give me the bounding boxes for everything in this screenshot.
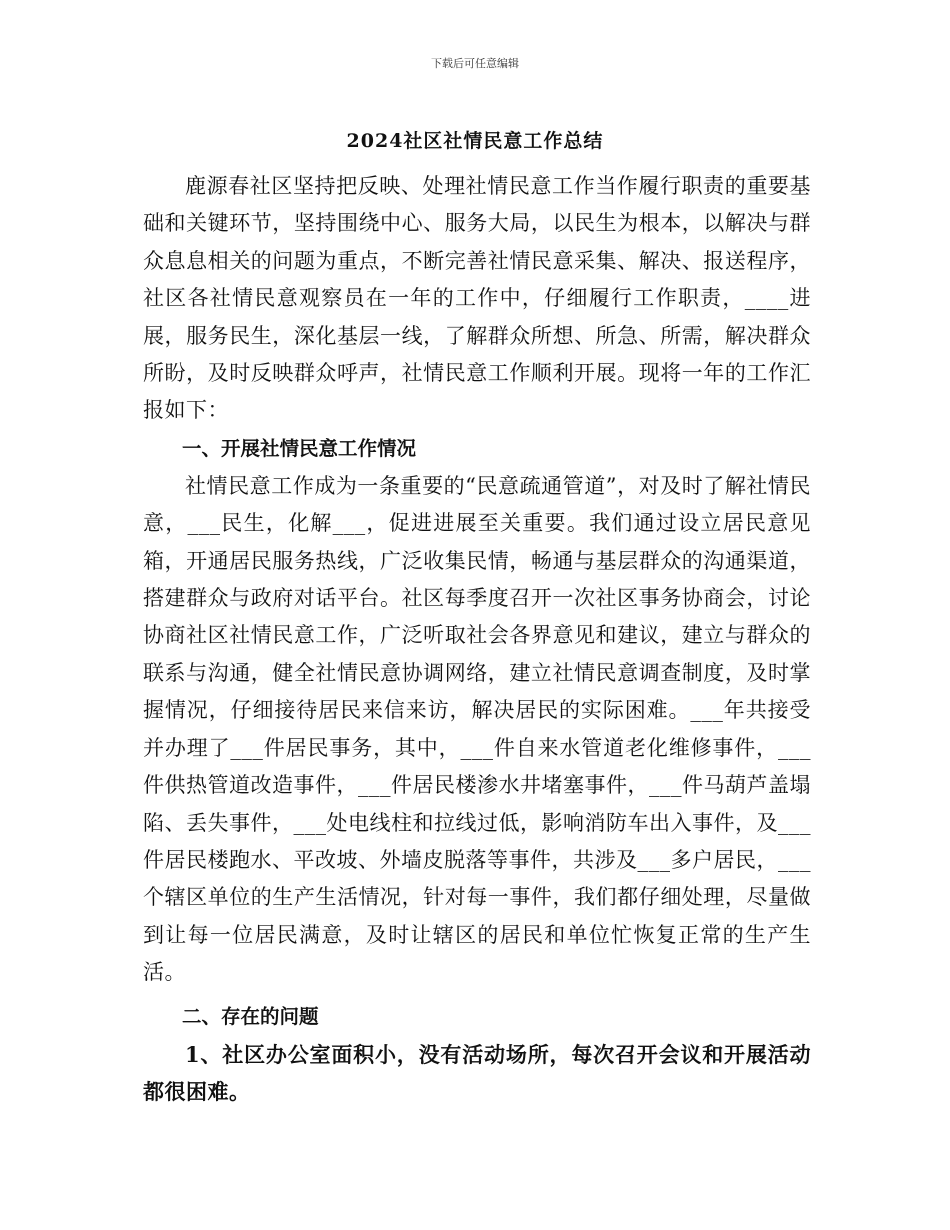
section1-paragraph: 社情民意工作成为一条重要的“民意疏通管道”，对及时了解社情民意，___民生，化解___，促进进展至关重要。我们通过设立居民意见箱，开通居民服务热线，广泛收集民情，畅通与基层群众的沟通渠道，搭建群众与政府对话平台。社区每季度召开一次社区事务协商会，讨论协商社区社情民意工作，广泛听取社会各界意见和建议，建立与群众的联系与沟通，健全社情民意协调网络，建立社情民意调查制度，及时掌握情况，仔细接待居民来信来访，解决居民的实际困难。___年共接受并办理了___件居民事务，其中，___件自来水管道老化维修事件，___件供热管道改造事件，___件居民楼渗水井堵塞事件，___件马葫芦盖塌陷、丢失事件，___处电线柱和拉线过低，影响消防车出入事件，及___件居民楼跑水、平改坡、外墙皮脱落等事件，共涉及___多户居民，___个辖区单位的生产生活情况，针对每一事件，我们都仔细处理，尽量做到让每一位居民满意，及时让辖区的居民和单位忙恢复正常的生产生活。 — [143, 473, 811, 985]
document-body — [143, 168, 811, 1110]
section-heading-1: 一、开展社情民意工作情况 — [182, 436, 417, 460]
intro-paragraph: 鹿源春社区坚持把反映、处理社情民意工作当作履行职责的重要基础和关键环节，坚持围绕中心、服务大局，以民生为根本，以解决与群众息息相关的问题为重点，不断完善社情民意采集、解决、报送程序，社区各社情民意观察员在一年的工作中，仔细履行工作职责，____进展，服务民生，深化基层一线，了解群众所想、所急、所需，解决群众所盼，及时反映群众呼声，社情民意工作顺利开展。现将一年的工作汇报如下： — [143, 174, 811, 423]
problem-item-1: 1、社区办公室面积小，没有活动场所，每次召开会议和开展活动都很困难。 — [143, 1041, 811, 1104]
document-title: 2024社区社情民意工作总结 — [346, 130, 604, 152]
section-heading-2: 二、存在的问题 — [182, 1004, 319, 1028]
page-header-note: 下载后可任意编辑 — [431, 57, 519, 70]
